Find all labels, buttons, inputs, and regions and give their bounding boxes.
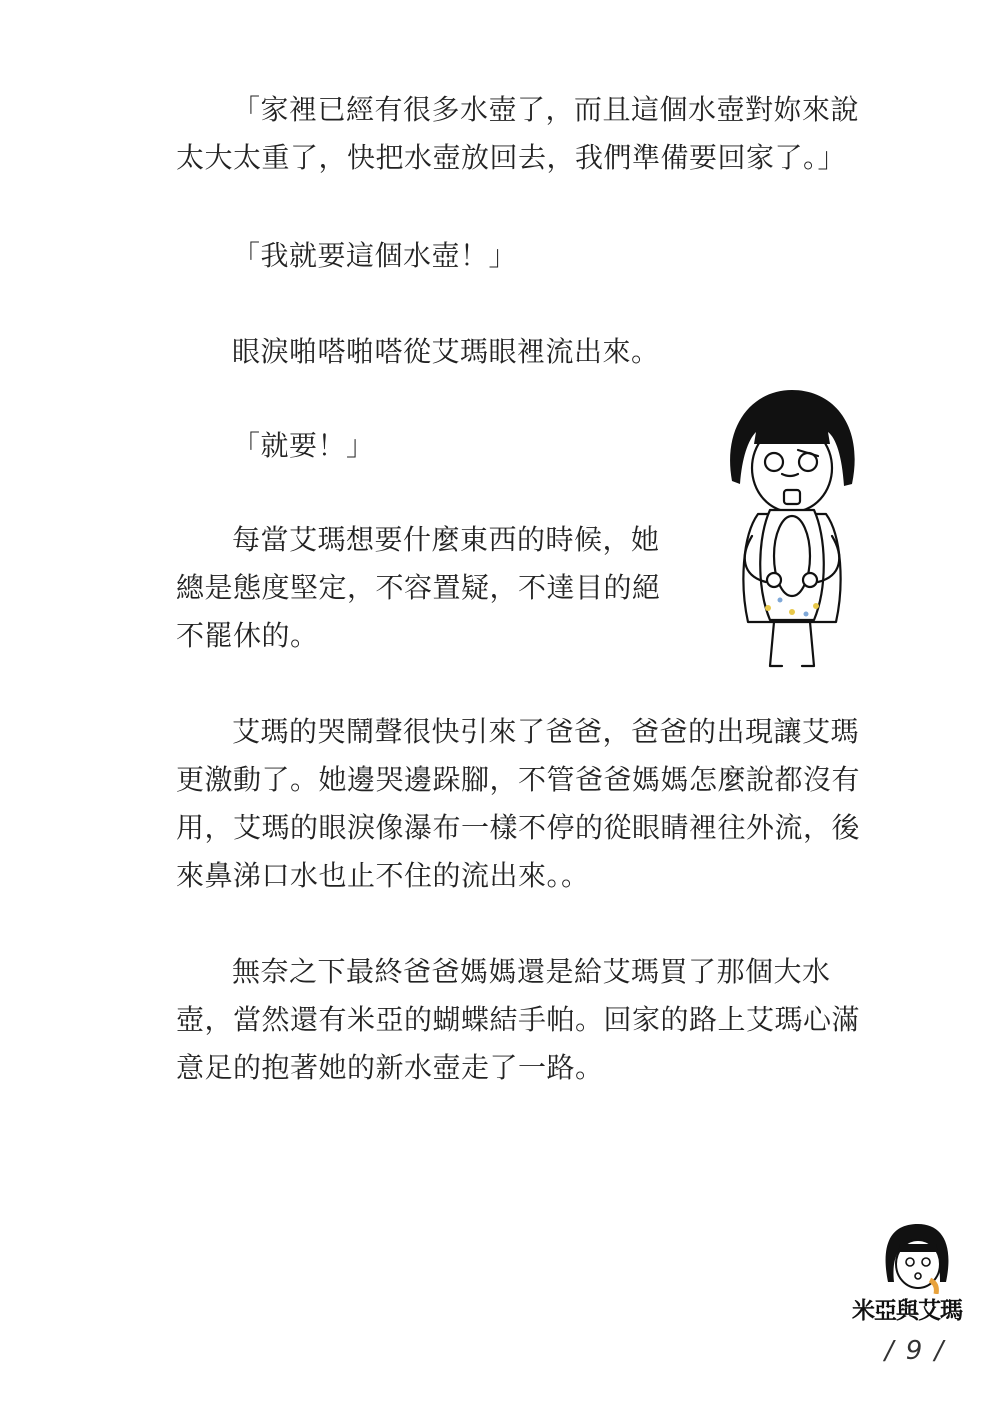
text-line: 總是態度堅定，不容置疑，不達目的絕: [176, 571, 661, 604]
series-logo-text: 米亞與艾瑪: [852, 1298, 962, 1324]
series-logo: [842, 1222, 972, 1330]
text-line: 無奈之下最終爸爸媽媽還是給艾瑪買了那個大水: [232, 955, 831, 988]
text-line: 眼淚啪嗒啪嗒從艾瑪眼裡流出來。: [232, 335, 660, 368]
paragraph-6: [176, 708, 860, 900]
text-line: 更激動了。她邊哭邊跺腳，不管爸爸媽媽怎麼說都沒有: [176, 763, 861, 796]
page-number: / 9 /: [884, 1336, 946, 1366]
paragraph-4: [176, 422, 375, 470]
paragraph-3: [176, 328, 660, 376]
girl-holding-bottle-icon: [712, 386, 872, 676]
text-line: 壺，當然還有米亞的蝴蝶結手帕。回家的路上艾瑪心滿: [176, 1003, 861, 1036]
text-line: 意足的抱著她的新水壺走了一路。: [176, 1051, 604, 1084]
text-line: 用，艾瑪的眼淚像瀑布一樣不停的從眼睛裡往外流，後: [176, 811, 861, 844]
text-line: 每當艾瑪想要什麼東西的時候，她: [232, 523, 660, 556]
text-line: 艾瑪的哭鬧聲很快引來了爸爸，爸爸的出現讓艾瑪: [232, 715, 860, 748]
text-line: 「家裡已經有很多水壺了，而且這個水壺對妳來說: [232, 93, 860, 126]
text-line: 太大太重了，快把水壺放回去，我們準備要回家了。」: [176, 141, 847, 174]
paragraph-2: [176, 232, 517, 280]
text-line: 不罷休的。: [176, 619, 319, 652]
paragraph-5: [176, 516, 661, 660]
girl-head-icon: [842, 1222, 972, 1294]
text-line: 「我就要這個水壺！」: [232, 239, 518, 272]
paragraph-1: [176, 86, 859, 182]
text-line: 來鼻涕口水也止不住的流出來。。: [176, 859, 590, 892]
paragraph-7: [176, 948, 860, 1092]
text-line: 「就要！」: [232, 429, 375, 462]
